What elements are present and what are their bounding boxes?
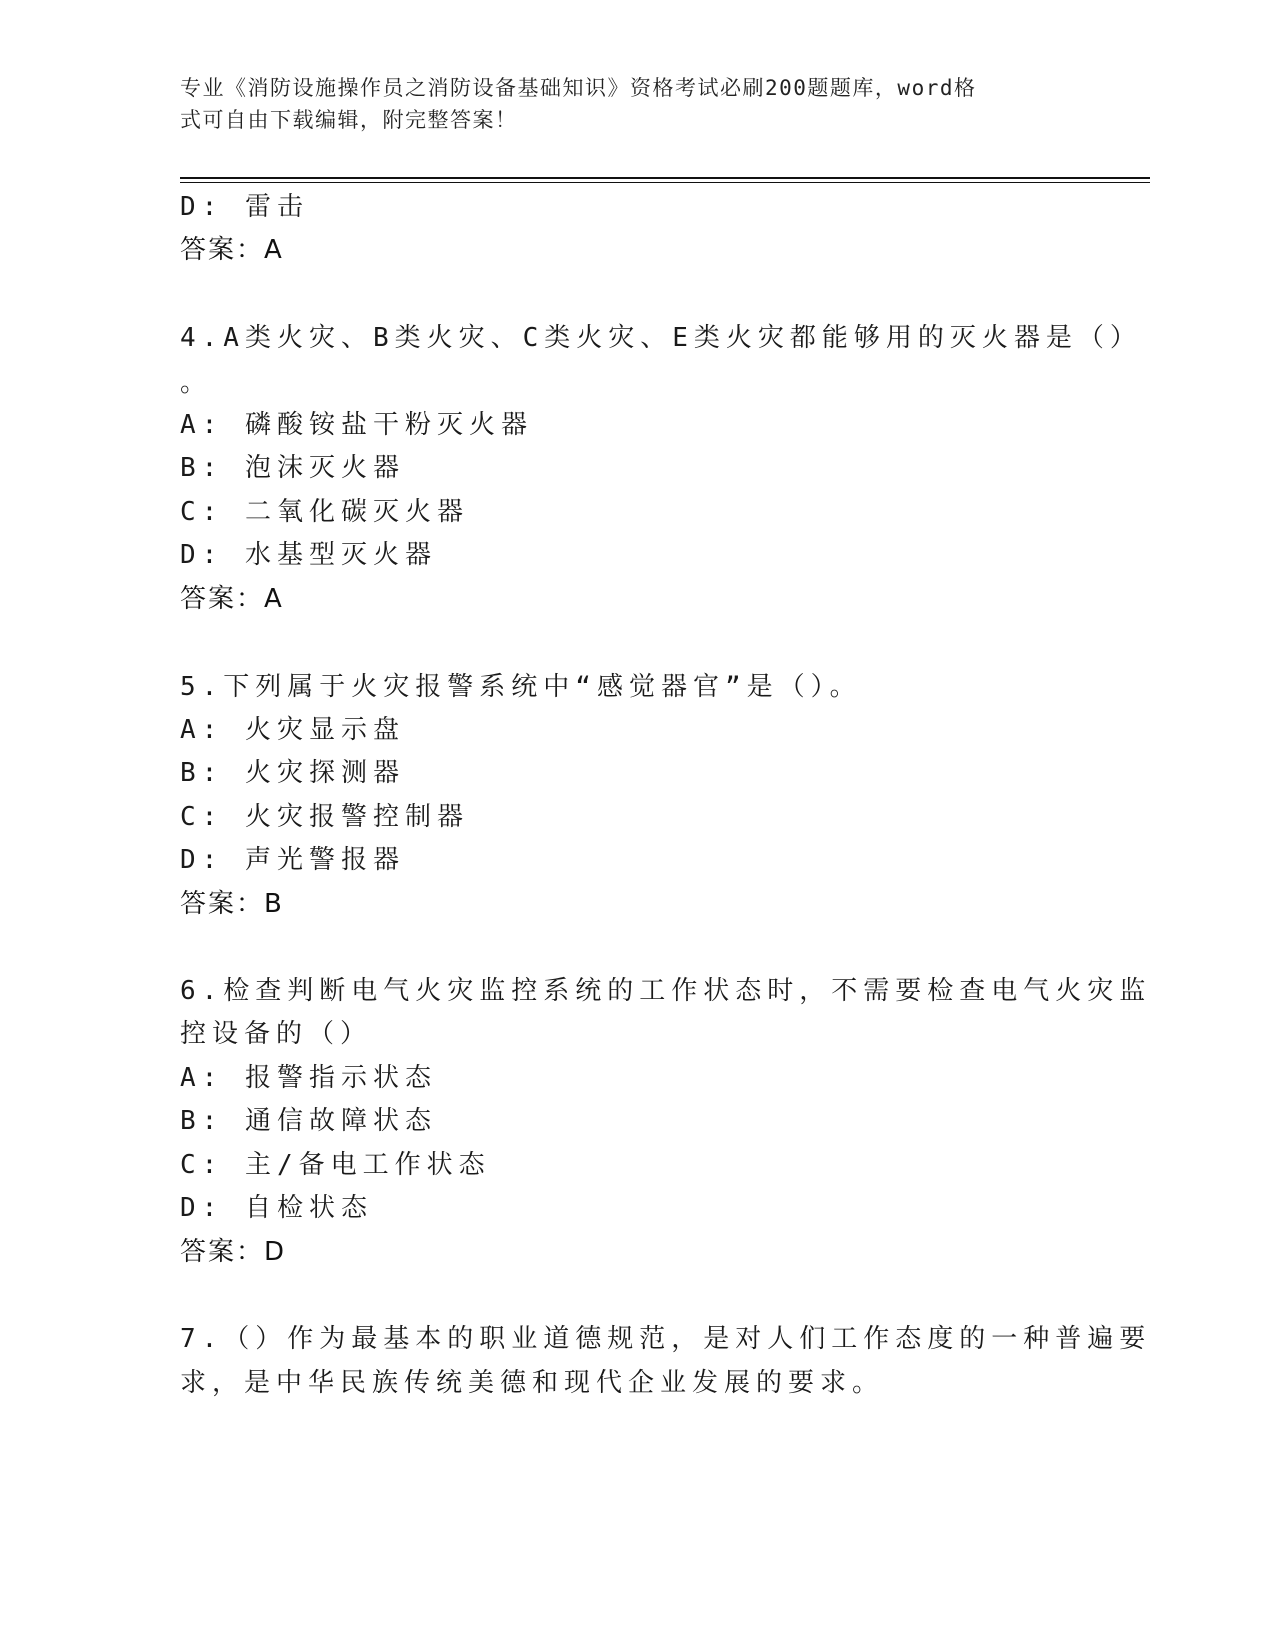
header-divider-thick — [180, 177, 1150, 179]
q5-option-b: B: 火灾探测器 — [180, 758, 405, 788]
q4-option-a: A: 磷酸铵盐干粉灭火器 — [180, 410, 533, 440]
q7-stem-line-2: 求，是中华民族传统美德和现代企业发展的要求。 — [180, 1368, 885, 1398]
prev-option-d: D: 雷击 — [180, 192, 309, 222]
q4-option-b: B: 泡沫灭火器 — [180, 453, 405, 483]
q5-answer: 答案：B — [180, 889, 284, 919]
q6-answer: 答案：D — [180, 1237, 287, 1267]
q6-stem-line-2: 控设备的（） — [180, 1019, 373, 1049]
q6-option-c: C: 主/备电工作状态 — [180, 1150, 491, 1180]
header-line-2: 式可自由下载编辑，附完整答案！ — [180, 108, 518, 132]
q5-option-a: A: 火灾显示盘 — [180, 715, 405, 745]
q5-option-c: C: 火灾报警控制器 — [180, 802, 469, 832]
q6-option-a: A: 报警指示状态 — [180, 1063, 437, 1093]
q4-stem-line-1: 4.A类火灾、B类火灾、C类火灾、E类火灾都能够用的灭火器是（） — [180, 323, 1142, 353]
q6-option-b: B: 通信故障状态 — [180, 1106, 437, 1136]
header-divider-thin — [180, 182, 1150, 183]
q5-stem-line-1: 5.下列属于火灾报警系统中“感觉器官”是（）。 — [180, 672, 862, 702]
header-line-1: 专业《消防设施操作员之消防设备基础知识》资格考试必刷200题题库，word格 — [180, 76, 977, 100]
q4-option-c: C: 二氧化碳灭火器 — [180, 497, 469, 527]
document-header — [180, 72, 1060, 136]
q4-answer: 答案：A — [180, 584, 284, 614]
prev-answer: 答案：A — [180, 235, 284, 265]
q4-option-d: D: 水基型灭火器 — [180, 540, 437, 570]
q6-stem-line-1: 6.检查判断电气火灾监控系统的工作状态时，不需要检查电气火灾监 — [180, 976, 1152, 1006]
q4-stem-line-2: 。 — [180, 368, 213, 398]
q5-option-d: D: 声光警报器 — [180, 845, 405, 875]
q6-option-d: D: 自检状态 — [180, 1193, 373, 1223]
q7-stem-line-1: 7.（）作为最基本的职业道德规范，是对人们工作态度的一种普遍要 — [180, 1324, 1152, 1354]
